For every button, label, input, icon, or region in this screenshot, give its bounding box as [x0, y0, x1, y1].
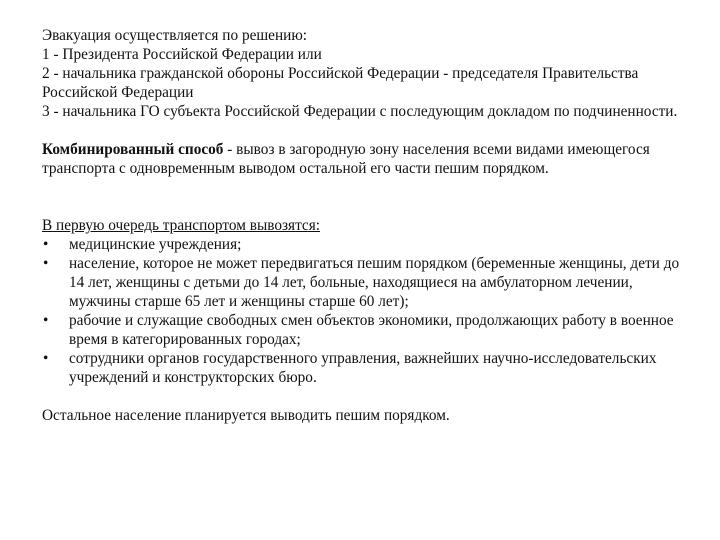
bullet-icon: •: [43, 255, 49, 272]
list-item: [42, 254, 692, 311]
evacuation-decision-block: [42, 26, 692, 121]
evacuation-intro: Эвакуация осуществляется по решению:: [42, 27, 307, 44]
closing-statement: Остальное население планируется выводить пешим порядком.: [42, 407, 450, 424]
list-item-text: медицинские учреждения;: [69, 236, 242, 253]
combined-method-definition: - вывоз в загородную зону населения всеми видами имеющегося транспорта с одновременным выводом остальной его части пешим порядком.: [42, 141, 650, 177]
list-item: [42, 235, 692, 254]
evacuation-item-president: 1 - Президента Российской Федерации или: [42, 46, 322, 63]
slide-content: [42, 26, 692, 425]
combined-method-term: Комбинированный способ: [42, 141, 224, 158]
evacuation-item-subject-head: 3 - начальника ГО субъекта Российской Федерации с последующим докладом по подчиненности.: [42, 103, 678, 120]
transport-priority-list: [42, 235, 692, 387]
bullet-icon: •: [43, 350, 49, 367]
list-item-text: население, которое не может передвигаться пешим порядком (беременные женщины, дети до 14 лет, женщины с детьми до 14 лет, больные, находящиеся на амбулаторном лечении, мужчины старше 65 лет и женщины старше 60 лет);: [69, 255, 680, 310]
transport-priority-heading: В первую очередь транспортом вывозятся:: [42, 217, 321, 234]
list-item: [42, 311, 692, 349]
combined-method-paragraph: [42, 140, 692, 178]
bullet-icon: •: [43, 236, 49, 253]
evacuation-item-civil-defense-head: 2 - начальника гражданской обороны Российской Федерации - председателя Правительства Российской Федерации: [42, 65, 639, 101]
list-item-text: сотрудники органов государственного управления, важнейших научно-исследовательских учреждений и конструкторских бюро.: [69, 350, 657, 386]
list-item: [42, 349, 692, 387]
list-item-text: рабочие и служащие свободных смен объектов экономики, продолжающих работу в военное время в категорированных городах;: [69, 312, 674, 348]
bullet-icon: •: [43, 312, 49, 329]
